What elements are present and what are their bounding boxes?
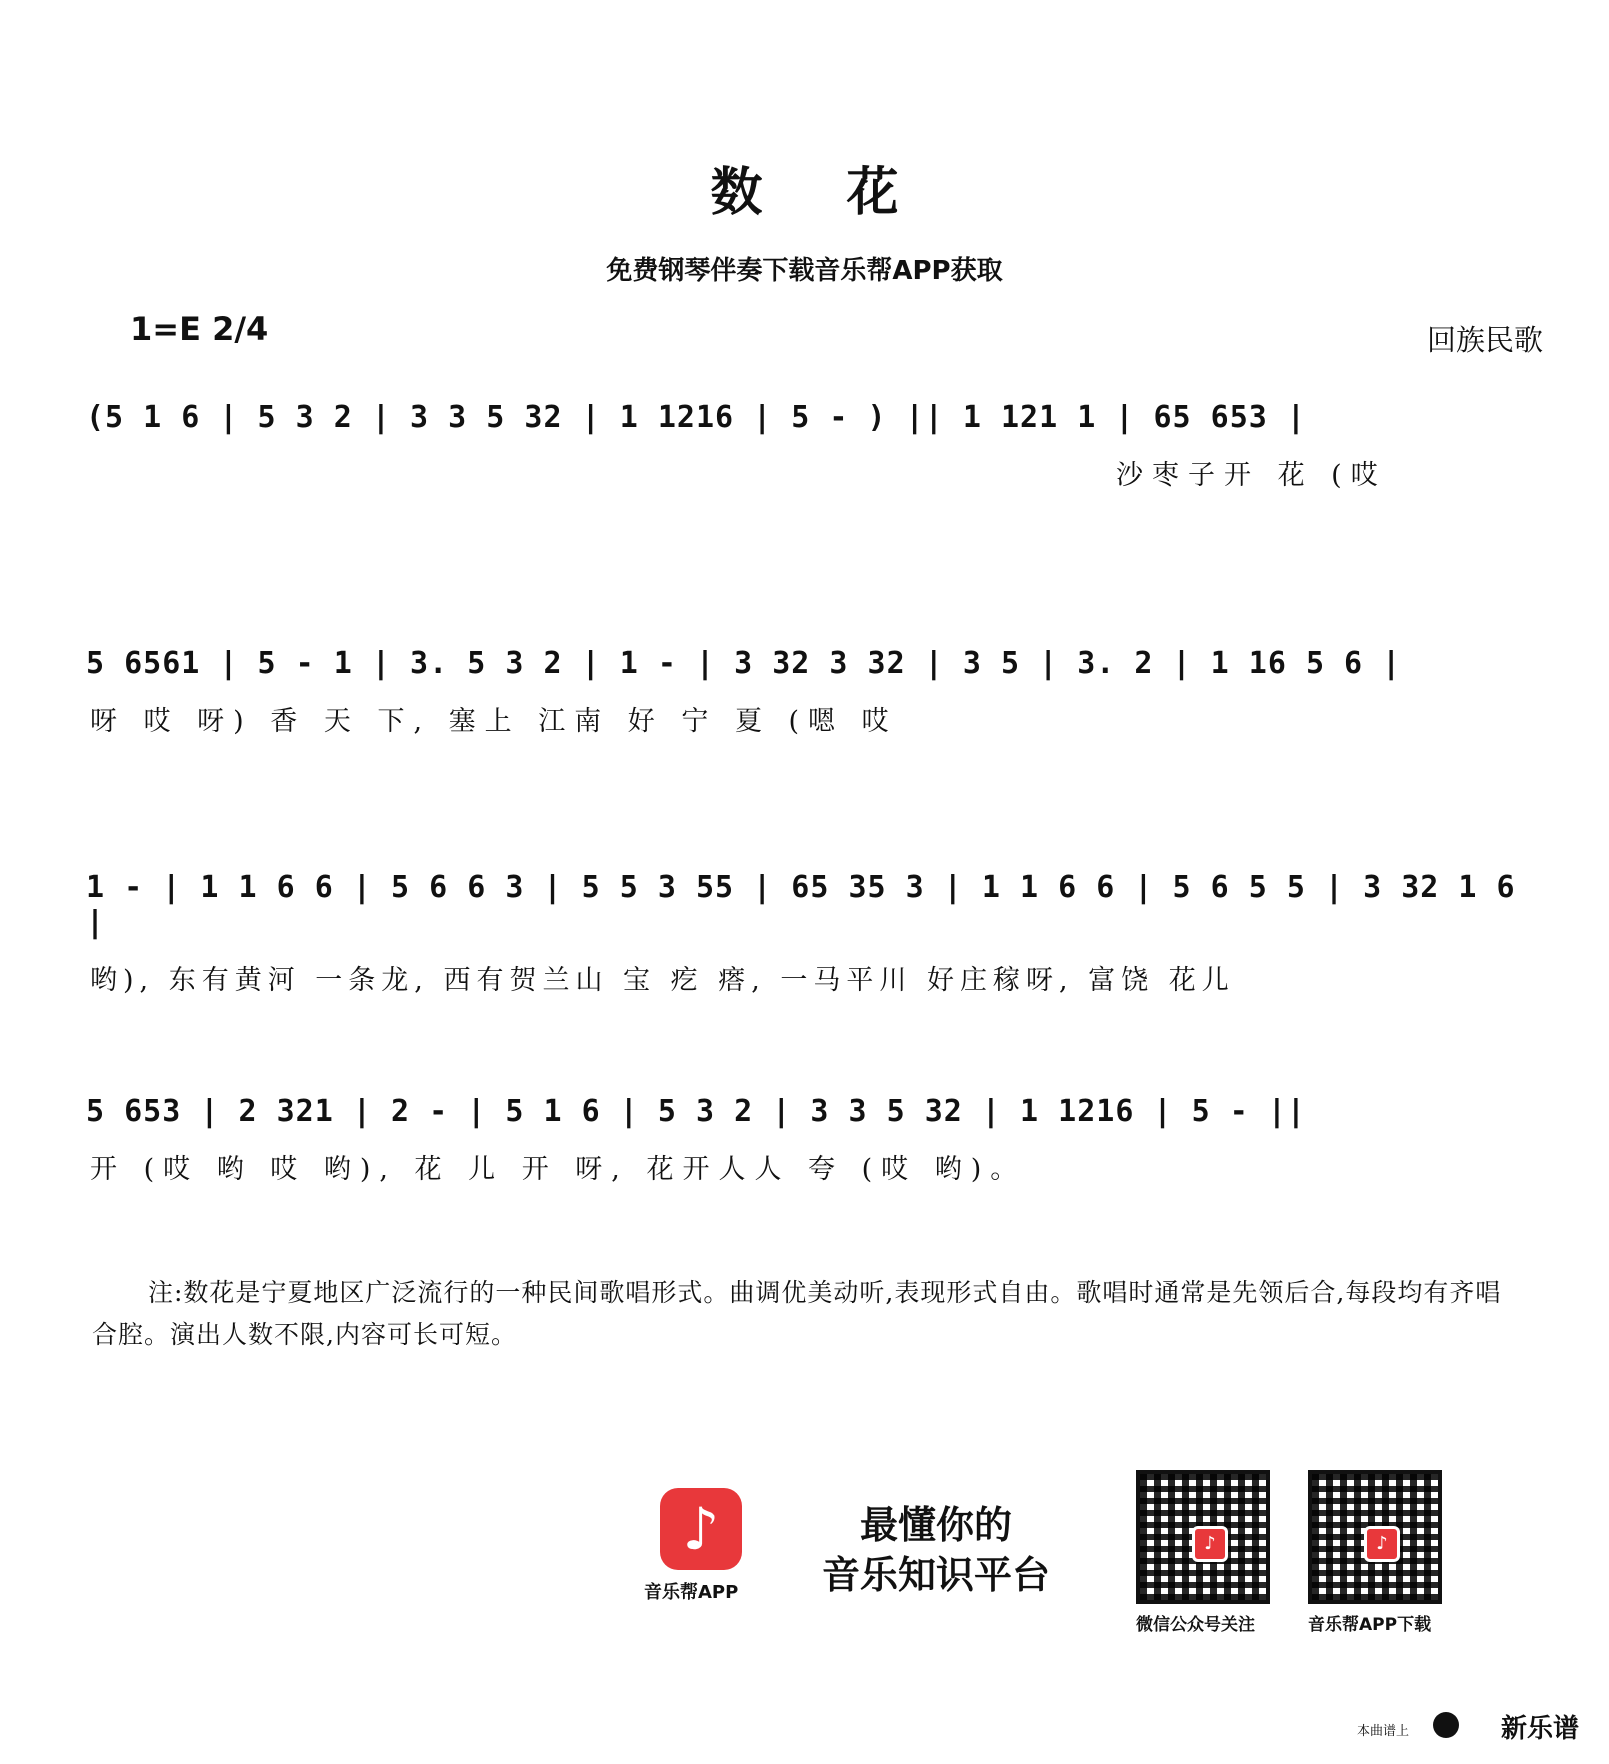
lyrics-line: 哟), 东有黄河 一条龙, 西有贺兰山 宝 疙 瘩, 一马平川 好庄稼呀, 富饶 花儿 — [90, 965, 1235, 996]
qr-label-download: 音乐帮APP下载 — [1308, 1615, 1432, 1635]
slogan-line-1: 最懂你的 — [860, 1503, 1013, 1547]
notation-line: 5 653 | 2 321 | 2 - | 5 1 6 | 5 3 2 | 3 3 5 32 | 1 1216 | 5 - || — [86, 1094, 1306, 1129]
slogan-line-2: 音乐知识平台 — [822, 1553, 1051, 1597]
song-origin: 回族民歌 — [1426, 323, 1543, 357]
score-row-2 — [86, 646, 1534, 738]
music-note-icon: ♪ — [1364, 1526, 1400, 1562]
lyrics-line: 沙枣子开 花 (哎 — [1116, 460, 1387, 491]
notation-line: 1 - | 1 1 6 6 | 5 6 6 3 | 5 5 3 55 | 65 35 3 | 1 1 6 6 | 5 6 5 5 | 3 32 1 6 | — [86, 870, 1516, 940]
score-row-4 — [86, 1094, 1534, 1186]
credit-brand: 新乐谱 — [1500, 1714, 1579, 1744]
score-row-1 — [86, 400, 1534, 492]
music-note-icon: ♪ — [1192, 1526, 1228, 1562]
slogan — [822, 1500, 1050, 1600]
music-note-icon: ♪ — [660, 1488, 742, 1570]
footnote: 注:数花是宁夏地区广泛流行的一种民间歌唱形式。曲调优美动听,表现形式自由。歌唱时通常是先领后合,每段均有齐唱合腔。演出人数不限,内容可长可短。 — [92, 1278, 1502, 1349]
notation-line: 5 6561 | 5 - 1 | 3. 5 3 2 | 1 - | 3 32 3 32 | 3 5 | 3. 2 | 1 16 5 6 | — [86, 646, 1402, 681]
lyrics-line: 开 (哎 哟 哎 哟), 花 儿 开 呀, 花开人人 夸 (哎 哟)。 — [90, 1154, 1027, 1185]
score-row-3 — [86, 870, 1534, 997]
notation-line: (5 1 6 | 5 3 2 | 3 3 5 32 | 1 1216 | 5 - ) || 1 121 1 | 65 653 | — [86, 400, 1306, 435]
lyrics-line: 呀 哎 呀) 香 天 下, 塞上 江南 好 宁 夏 (嗯 哎 — [90, 706, 898, 737]
qr-code-icon — [1136, 1470, 1270, 1604]
app-label: 音乐帮APP — [644, 1582, 739, 1603]
qr-label-wechat: 微信公众号关注 — [1136, 1615, 1255, 1635]
key-signature: 1=E 2/4 — [130, 310, 269, 348]
song-title: 数花 — [710, 162, 983, 223]
qr-code-icon — [1308, 1470, 1442, 1604]
disc-icon — [1433, 1712, 1459, 1738]
credit-text: 本曲谱上 — [1356, 1724, 1409, 1739]
subtitle: 免费钢琴伴奏下载音乐帮APP获取 — [606, 256, 1003, 286]
